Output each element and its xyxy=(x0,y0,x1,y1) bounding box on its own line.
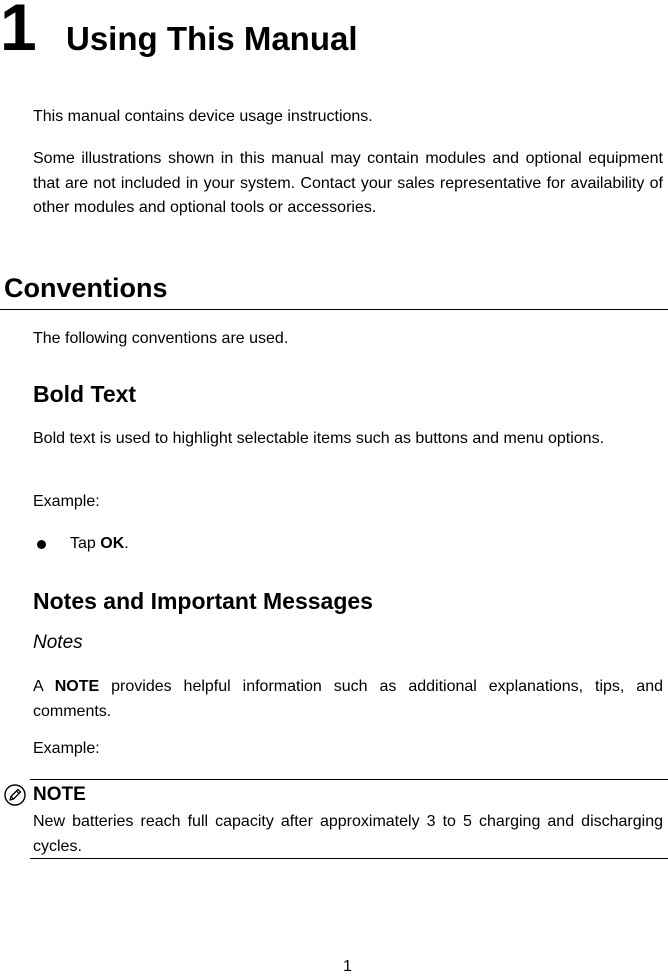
intro-paragraph-2: Some illustrations shown in this manual may contain modules and optional equipment that are not included in your system. Contact your sales representative for availability of other modules and optional tools or accessories. xyxy=(33,150,663,216)
bullet-prefix: Tap xyxy=(70,535,101,552)
notes-heading: Notes and Important Messages xyxy=(33,588,373,614)
bold-text-example-label: Example: xyxy=(33,493,100,510)
chapter-number: 1 xyxy=(0,0,37,64)
conventions-intro: The following conventions are used. xyxy=(33,330,289,347)
note-title: NOTE xyxy=(33,784,86,805)
intro-paragraph-1: This manual contains device usage instructions. xyxy=(33,108,373,125)
note-bottom-rule xyxy=(30,858,668,859)
page-number: 1 xyxy=(343,958,352,975)
notes-example-label: Example: xyxy=(33,740,100,757)
bullet-item xyxy=(70,532,660,557)
note-top-rule xyxy=(30,779,668,780)
bullet-suffix: . xyxy=(124,535,129,552)
bold-text-heading: Bold Text xyxy=(33,381,137,407)
notes-subheading: Notes xyxy=(33,632,83,653)
notes-description xyxy=(33,675,663,724)
section-divider xyxy=(0,309,668,310)
bullet-bold-ok: OK xyxy=(100,535,125,552)
bullet-dot xyxy=(37,540,46,549)
bold-text-description: Bold text is used to highlight selectable items such as buttons and menu options. xyxy=(33,430,605,447)
pencil-icon xyxy=(4,784,26,806)
note-body: New batteries reach full capacity after approximately 3 to 5 charging and discharging cycles. xyxy=(33,813,663,855)
conventions-heading: Conventions xyxy=(4,273,168,303)
notes-desc-prefix: A xyxy=(33,678,55,695)
notes-desc-bold: NOTE xyxy=(54,678,100,695)
chapter-title: Using This Manual xyxy=(66,20,358,57)
notes-desc-suffix: provides helpful information such as additional explanations, tips, and comments. xyxy=(33,678,663,720)
